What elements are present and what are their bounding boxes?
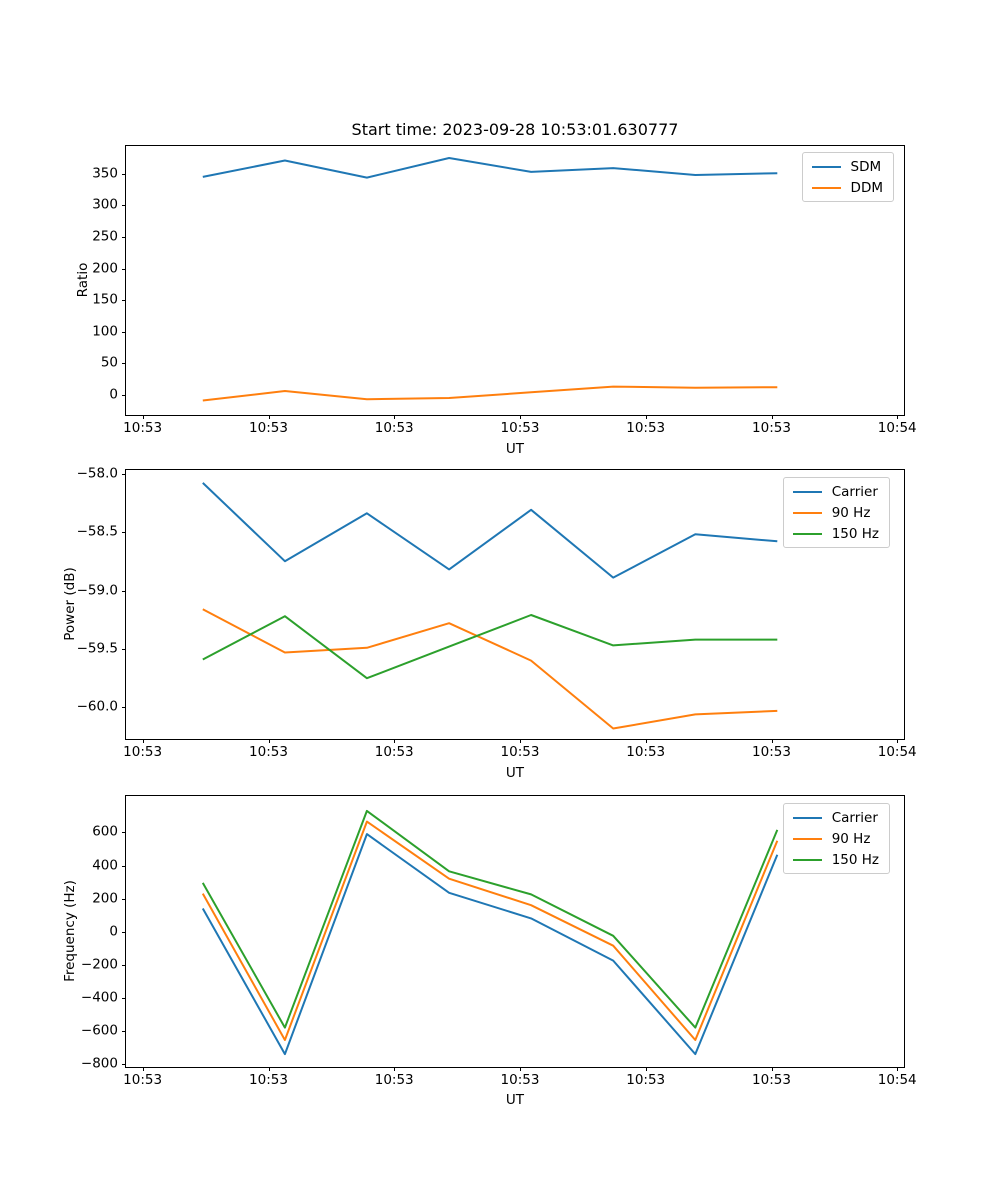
legend-label-90hz: 90 Hz xyxy=(831,830,871,847)
90hz-line-swatch xyxy=(793,512,822,514)
x-tick-label: 10:53 xyxy=(500,420,540,436)
y-tick xyxy=(122,591,126,592)
legend-label-ddm: DDM xyxy=(850,179,883,196)
carrier-line-swatch xyxy=(793,817,822,819)
legend-item-150hz xyxy=(793,525,879,542)
x-tick xyxy=(897,1067,898,1071)
y-tick xyxy=(122,899,126,900)
legend-item-90hz xyxy=(793,504,879,521)
y-tick xyxy=(122,174,126,175)
x-tick xyxy=(394,415,395,419)
series-line-sdm xyxy=(203,158,778,178)
y-tick-label: −800 xyxy=(80,1055,118,1072)
150hz-line-swatch xyxy=(793,859,822,861)
x-tick xyxy=(394,739,395,743)
plot-ratio-lines xyxy=(126,146,904,415)
x-tick xyxy=(772,1067,773,1071)
90hz-line-swatch xyxy=(793,838,822,840)
x-tick xyxy=(646,739,647,743)
x-tick-label: 10:54 xyxy=(877,744,917,760)
y-tick xyxy=(122,332,126,333)
x-tick-label: 10:53 xyxy=(752,744,791,760)
legend-label-90hz: 90 Hz xyxy=(831,504,871,521)
x-tick-label: 10:53 xyxy=(123,420,163,436)
y-tick-label: −400 xyxy=(80,989,118,1006)
y-tick-label: 200 xyxy=(92,260,118,277)
legend-item-ddm xyxy=(812,179,883,196)
y-tick-label: −200 xyxy=(80,956,118,973)
x-tick-label: 10:53 xyxy=(500,744,540,760)
x-tick-label: 10:54 xyxy=(877,420,917,436)
legend-label-150hz: 150 Hz xyxy=(831,525,879,542)
x-tick xyxy=(646,1067,647,1071)
series-line-carrier xyxy=(203,483,778,578)
y-tick-label: 0 xyxy=(109,386,118,403)
series-line-150-hz xyxy=(203,811,778,1028)
y-tick-label: −59.0 xyxy=(76,582,118,599)
x-tick xyxy=(520,1067,521,1071)
y-tick-label: −59.5 xyxy=(76,640,118,657)
y-tick xyxy=(122,998,126,999)
legend-label-carrier: Carrier xyxy=(831,483,878,500)
y-tick xyxy=(122,205,126,206)
y-tick-label: 350 xyxy=(92,165,118,182)
x-tick-label: 10:53 xyxy=(123,744,163,760)
x-tick-label: 10:53 xyxy=(752,420,791,436)
y-tick xyxy=(122,395,126,396)
x-tick-label: 10:54 xyxy=(877,1072,917,1088)
y-tick-label: 100 xyxy=(92,323,118,340)
x-tick-label: 10:53 xyxy=(626,1072,666,1088)
y-tick xyxy=(122,1064,126,1065)
x-tick xyxy=(897,739,898,743)
x-tick-label: 10:53 xyxy=(626,744,666,760)
xlabel-ratio: UT xyxy=(505,441,525,457)
sdm-line-swatch xyxy=(812,166,841,168)
x-tick-label: 10:53 xyxy=(374,420,414,436)
x-tick xyxy=(143,1067,144,1071)
x-tick xyxy=(897,415,898,419)
x-tick-label: 10:53 xyxy=(374,744,414,760)
y-tick-label: −600 xyxy=(80,1022,118,1039)
x-tick xyxy=(646,415,647,419)
x-tick xyxy=(520,739,521,743)
ylabel-power: Power (dB) xyxy=(62,567,78,641)
y-tick-label: −60.0 xyxy=(76,699,118,716)
ylabel-ratio: Ratio xyxy=(75,262,91,298)
y-tick-label: 250 xyxy=(92,228,118,245)
x-tick xyxy=(772,415,773,419)
x-tick-label: 10:53 xyxy=(626,420,666,436)
x-tick xyxy=(520,415,521,419)
legend-item-carrier xyxy=(793,483,879,500)
xlabel-frequency: UT xyxy=(505,1092,525,1108)
y-tick xyxy=(122,363,126,364)
y-tick xyxy=(122,532,126,533)
carrier-line-swatch xyxy=(793,491,822,493)
x-tick xyxy=(143,739,144,743)
legend-item-carrier xyxy=(793,809,879,826)
legend-ratio xyxy=(802,152,894,202)
series-line-ddm xyxy=(203,387,778,401)
legend-label-carrier: Carrier xyxy=(831,809,878,826)
legend-power xyxy=(783,477,890,548)
y-tick xyxy=(122,707,126,708)
y-tick xyxy=(122,474,126,475)
series-line-carrier xyxy=(203,834,778,1054)
ddm-line-swatch xyxy=(812,187,841,189)
legend-item-90hz xyxy=(793,830,879,847)
y-tick xyxy=(122,300,126,301)
plot-ratio xyxy=(92,145,917,436)
legend-item-150hz xyxy=(793,851,879,868)
y-tick-label: 300 xyxy=(92,197,118,214)
x-tick-label: 10:53 xyxy=(249,420,288,436)
legend-item-sdm xyxy=(812,158,883,175)
y-tick-label: 400 xyxy=(92,857,118,874)
y-tick xyxy=(122,965,126,966)
y-tick xyxy=(122,1031,126,1032)
legend-frequency xyxy=(783,803,890,874)
x-tick-label: 10:53 xyxy=(752,1072,791,1088)
y-tick-label: 50 xyxy=(100,354,118,371)
legend-label-sdm: SDM xyxy=(850,158,882,175)
plot-frequency xyxy=(80,795,917,1088)
y-tick-label: 600 xyxy=(92,824,118,841)
x-tick-label: 10:53 xyxy=(500,1072,540,1088)
y-tick-label: 150 xyxy=(92,291,118,308)
y-tick xyxy=(122,866,126,867)
y-tick xyxy=(122,237,126,238)
figure-title: Start time: 2023-09-28 10:53:01.630777 xyxy=(351,120,679,139)
x-tick-label: 10:53 xyxy=(123,1072,163,1088)
ylabel-frequency: Frequency (Hz) xyxy=(62,880,78,982)
x-tick-label: 10:53 xyxy=(249,744,288,760)
plot-power xyxy=(76,465,917,760)
x-tick xyxy=(394,1067,395,1071)
x-tick-label: 10:53 xyxy=(249,1072,288,1088)
x-tick xyxy=(269,739,270,743)
x-tick-label: 10:53 xyxy=(374,1072,414,1088)
series-line-150-hz xyxy=(203,615,778,678)
y-tick-label: −58.5 xyxy=(76,523,118,540)
x-tick xyxy=(143,415,144,419)
y-tick-label: −58.0 xyxy=(76,465,118,482)
xlabel-power: UT xyxy=(505,765,525,781)
series-line-90-hz xyxy=(203,609,778,728)
y-tick xyxy=(122,832,126,833)
series-line-90-hz xyxy=(203,822,778,1040)
x-tick xyxy=(269,415,270,419)
x-tick xyxy=(269,1067,270,1071)
x-tick xyxy=(772,739,773,743)
y-tick xyxy=(122,649,126,650)
legend-label-150hz: 150 Hz xyxy=(831,851,879,868)
150hz-line-swatch xyxy=(793,533,822,535)
y-tick xyxy=(122,269,126,270)
y-tick xyxy=(122,932,126,933)
y-tick-label: 200 xyxy=(92,890,118,907)
y-tick-label: 0 xyxy=(109,923,118,940)
